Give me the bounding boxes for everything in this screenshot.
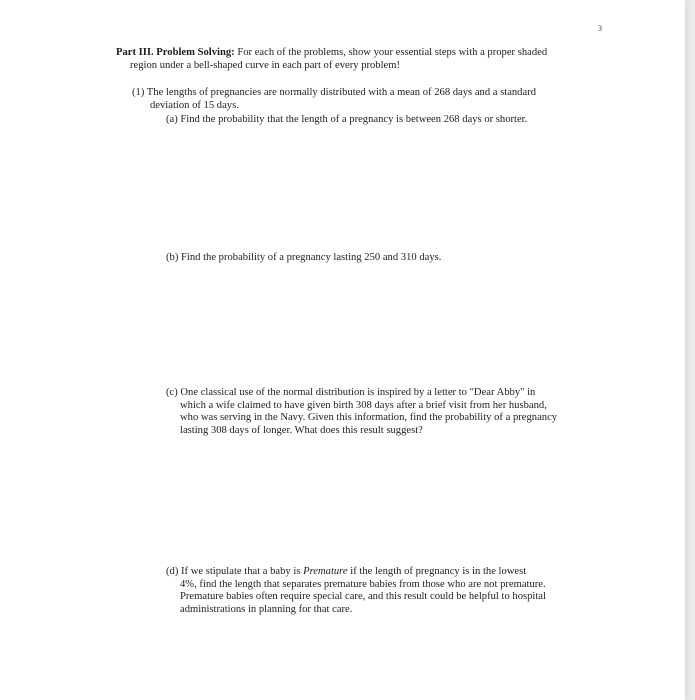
part-a-text: (a) Find the probability that the length of a pregnancy is between 268 days or shorter. (166, 114, 528, 125)
part-c-line-3: who was serving in the Navy. Given this information, find the probability of a pregnancy (180, 412, 558, 423)
problem-1-statement (132, 87, 536, 112)
part-d-line-1 (166, 566, 546, 579)
problem-1-part-c (166, 387, 557, 437)
problem-1-part-b (166, 252, 441, 265)
intro-line-2: region under a bell-shaped curve in each part of every problem! (130, 59, 401, 71)
problem-1-part-d (166, 566, 546, 616)
part-d-line-2: 4%, find the length that separates premature babies from those who are not premature. (180, 578, 546, 590)
part-c-line-1: (c) One classical use of the normal distribution is inspired by a letter to "Dear Abby" in (166, 387, 536, 398)
premature-term: Premature (303, 566, 348, 577)
part-intro (116, 47, 547, 72)
page-number: 3 (598, 24, 602, 33)
problem-1-part-a (166, 114, 527, 127)
part-b-text: (b) Find the probability of a pregnancy lasting 250 and 310 days. (166, 252, 442, 263)
intro-text: For each of the problems, show your essential steps with a proper shaded (234, 47, 548, 58)
part-d-line-1-start: (d) If we stipulate that a baby is (166, 566, 304, 577)
problem-1-line-2: deviation of 15 days. (150, 99, 239, 111)
part-c-line-4: lasting 308 days of longer. What does this result suggest? (180, 424, 423, 436)
part-d-line-3: Premature babies often require special care, and this result could be helpful to hospital (180, 591, 546, 602)
part-heading: Part III. Problem Solving: (116, 47, 235, 58)
problem-1-line-1: (1) The lengths of pregnancies are normally distributed with a mean of 268 days and a standard (132, 87, 537, 98)
intro-line-1 (116, 47, 547, 60)
part-c-line-2: which a wife claimed to have given birth 308 days after a brief visit from her husband, (180, 399, 547, 411)
part-d-line-1-end: if the length of pregnancy is in the lowest (347, 566, 527, 577)
part-d-line-4: administrations in planning for that care. (180, 603, 353, 615)
